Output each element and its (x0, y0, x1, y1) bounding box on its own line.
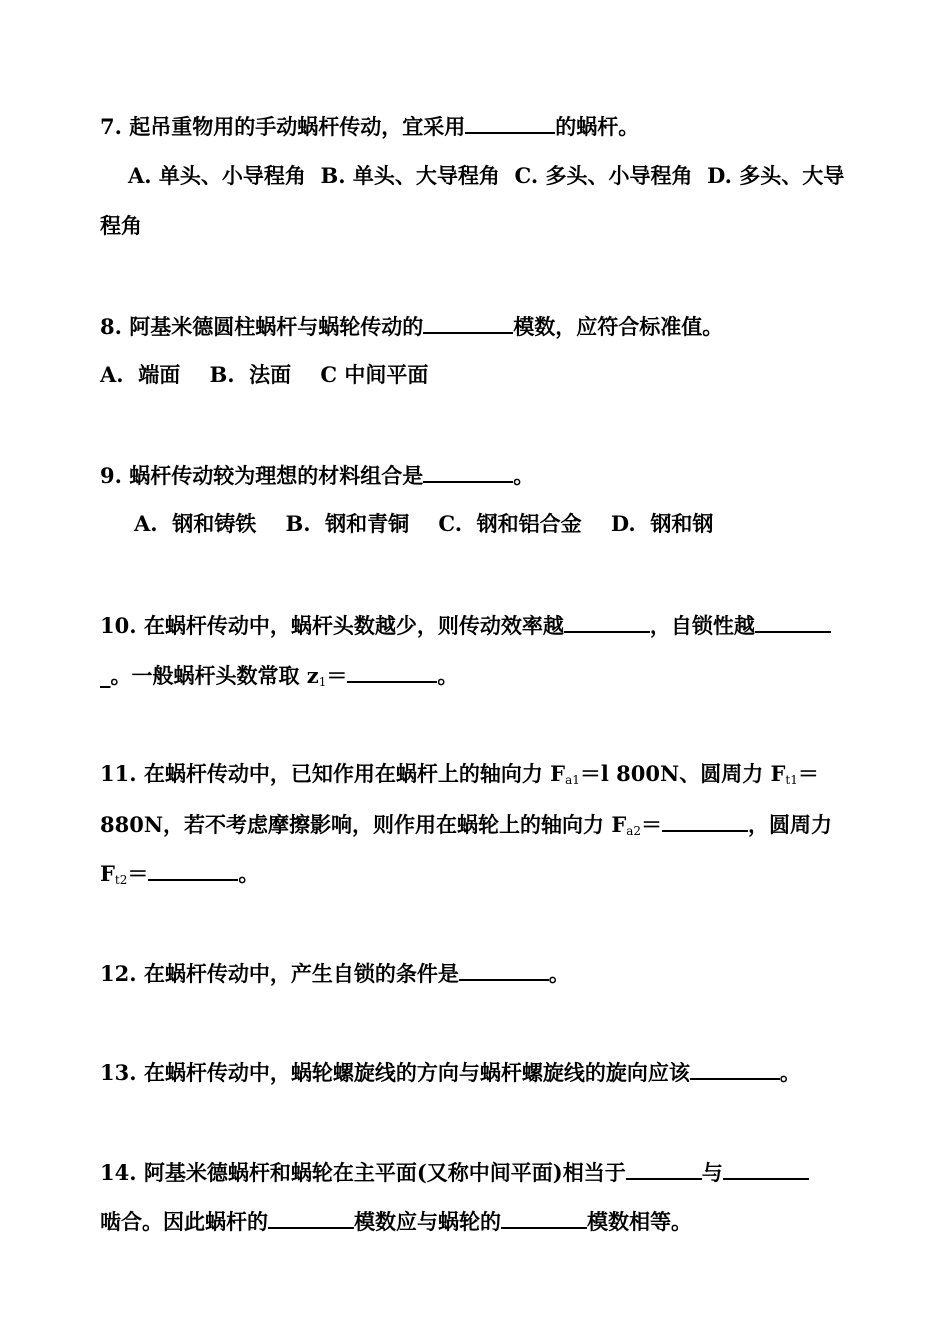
q11-line3-tail: 。 (238, 861, 260, 886)
q12-blank[interactable] (459, 959, 549, 981)
q9-stem (100, 461, 534, 490)
q13-stem-tail: 。 (779, 1060, 801, 1085)
q14-blank-4[interactable] (501, 1207, 587, 1229)
q9-stem-text: 9. 蜗杆传动较为理想的材料组合是 (100, 463, 424, 488)
q14-line1-text: 14. 阿基米德蜗杆和蜗轮在主平面(又称中间平面)相当于 (100, 1160, 626, 1185)
q13-stem-text: 13. 在蜗杆传动中，蜗轮螺旋线的方向与蜗杆螺旋线的旋向应该 (100, 1060, 690, 1085)
q11-line2 (100, 810, 832, 845)
q9-stem-tail: 。 (513, 463, 535, 488)
q14-blank-3[interactable] (268, 1207, 354, 1229)
q8-stem (100, 312, 723, 341)
q7-stem-text: 7. 起吊重物用的手动蜗杆传动，宜采用 (100, 114, 466, 139)
q10-line2-text: _。一般蜗杆头数常取 z (100, 663, 319, 688)
q7-options: A. 单头、小导程角 B. 单头、大导程角 C. 多头、小导程角 D. 多头、大导 (128, 163, 845, 188)
q11-line2-text: 880N，若不考虑摩擦影响，则作用在蜗轮上的轴向力 F (100, 812, 627, 837)
q14-blank-1[interactable] (626, 1158, 702, 1180)
q7-blank[interactable] (465, 112, 555, 134)
q14-line1-mid: 与 (701, 1160, 723, 1185)
q10-blank-selflock[interactable] (755, 611, 831, 633)
q10-line2 (100, 661, 458, 696)
q9-blank[interactable] (423, 461, 513, 483)
q11-blank-fa2[interactable] (662, 810, 748, 832)
q8-options: A. 端面 B. 法面 C 中间平面 (100, 362, 429, 387)
q7-options-wrap: 程角 (100, 213, 142, 238)
q9-options: A. 钢和铸铁 B. 钢和青铜 C. 钢和铝合金 D. 钢和钢 (134, 511, 714, 536)
q10-stem-text: 10. 在蜗杆传动中，蜗杆头数越少，则传动效率越 (100, 613, 564, 638)
q11-sub-a2: a2 (626, 824, 642, 838)
q11-line3-equals: ＝ (127, 861, 149, 886)
q13-blank[interactable] (690, 1058, 780, 1080)
q11-line2-tail: ，圆周力 (748, 812, 833, 837)
q11-line1-tail: ＝ (797, 761, 819, 786)
q8-stem-text: 8. 阿基米德圆柱蜗杆与蜗轮传动的 (100, 314, 424, 339)
q11-line3 (100, 859, 259, 894)
q12-stem (100, 959, 570, 988)
q14-line1 (100, 1158, 809, 1187)
q14-blank-2[interactable] (723, 1158, 809, 1180)
q10-equals: ＝ (326, 663, 348, 688)
q7-stem (100, 112, 639, 141)
q10-blank-efficiency[interactable] (564, 611, 650, 633)
q7-stem-tail: 的蜗杆。 (555, 114, 640, 139)
q8-blank[interactable] (423, 312, 513, 334)
q14-line2-tail: 模数相等。 (587, 1209, 692, 1234)
q11-line1-text: 11. 在蜗杆传动中，已知作用在蜗杆上的轴向力 F (100, 761, 566, 786)
q14-line2-text: 啮合。因此蜗杆的 (100, 1209, 268, 1234)
q10-stem (100, 611, 831, 640)
q11-sub-a1: a1 (565, 773, 580, 787)
q14-line2-mid: 模数应与蜗轮的 (354, 1209, 501, 1234)
q10-subscript: 1 (318, 675, 327, 689)
q11-line1-mid: ＝l 800N、圆周力 F (579, 761, 786, 786)
q14-line2 (100, 1207, 692, 1236)
q11-sub-t2: t2 (114, 873, 128, 887)
q11-line1 (100, 760, 819, 794)
q12-stem-text: 12. 在蜗杆传动中，产生自锁的条件是 (100, 961, 459, 986)
q8-stem-tail: 模数，应符合标准值。 (513, 314, 724, 339)
q10-blank-z1[interactable] (347, 661, 437, 683)
q13-stem (100, 1058, 801, 1087)
q11-sub-t1: t1 (785, 773, 798, 787)
q12-stem-tail: 。 (548, 961, 570, 986)
q10-stem-mid: ，自锁性越 (649, 613, 755, 638)
q11-blank-ft2[interactable] (148, 859, 238, 881)
q11-line3-text: F (100, 861, 115, 886)
q10-line2-tail: 。 (437, 663, 459, 688)
q11-line2-equals: ＝ (641, 812, 663, 837)
